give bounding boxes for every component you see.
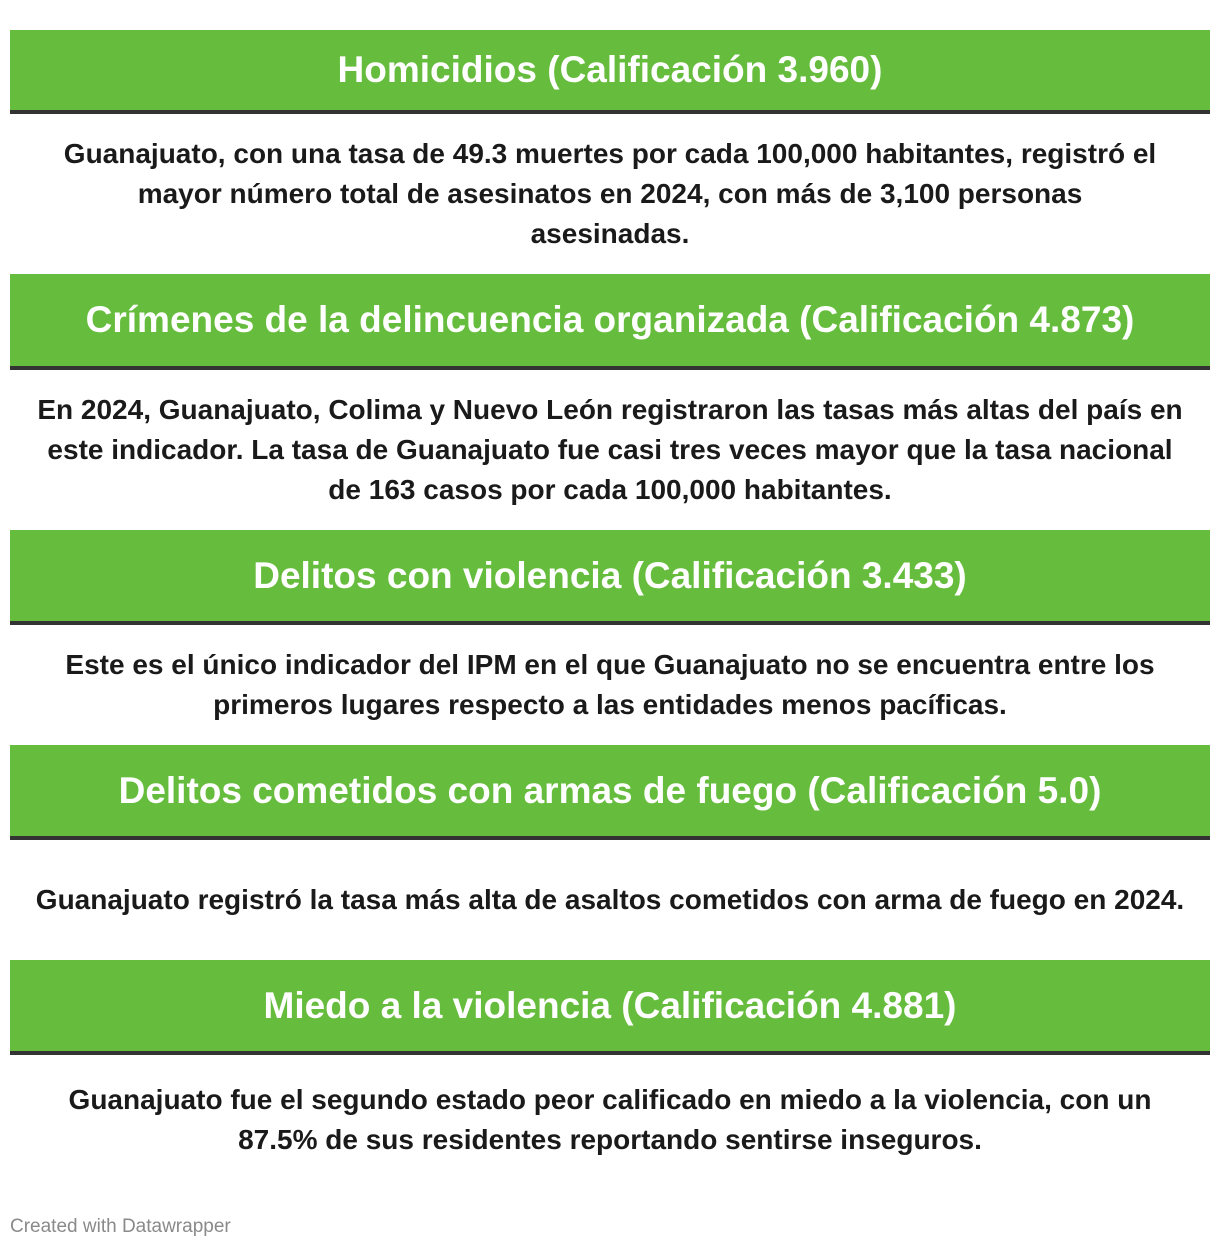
section-title: Delitos cometidos con armas de fuego (Calificación 5.0) — [118, 769, 1102, 811]
section-description: Guanajuato, con una tasa de 49.3 muertes por cada 100,000 habitantes, registró el mayor número total de asesinatos en 2024, con más de 3,100 personas asesinadas. — [63, 138, 1157, 249]
datawrapper-credit: Created with Datawrapper — [10, 1216, 231, 1237]
section-title: Delitos con violencia (Calificación 3.433) — [253, 554, 967, 596]
section-title: Crímenes de la delincuencia organizada (Calificación 4.873) — [85, 299, 1135, 340]
section-header-armas-fuego — [10, 745, 1210, 840]
section-title: Miedo a la violencia (Calificación 4.881) — [263, 984, 957, 1026]
section-description: Guanajuato fue el segundo estado peor calificado en miedo a la violencia, con un 87.5% de sus residentes reportando sentirse inseguros. — [68, 1084, 1152, 1155]
section-body-delitos-violencia — [10, 625, 1210, 745]
section-header-delitos-violencia — [10, 530, 1210, 625]
section-body-armas-fuego — [10, 840, 1210, 960]
indicator-table — [10, 30, 1210, 1185]
section-title: Homicidios (Calificación 3.960) — [337, 49, 883, 90]
section-description: Guanajuato registró la tasa más alta de asaltos cometidos con arma de fuego en 2024. — [35, 884, 1185, 915]
section-body-miedo-violencia — [10, 1055, 1210, 1185]
section-body-delincuencia-organizada — [10, 370, 1210, 530]
section-description: En 2024, Guanajuato, Colima y Nuevo León registraron las tasas más altas del país en este indicador. La tasa de Guanajuato fue casi tres veces mayor que la tasa nacional de 163 casos por cada 100,000 habitantes. — [37, 394, 1183, 505]
section-header-miedo-violencia — [10, 960, 1210, 1055]
section-header-delincuencia-organizada — [10, 274, 1210, 370]
section-description: Este es el único indicador del IPM en el que Guanajuato no se encuentra entre los primeros lugares respecto a las entidades menos pacíficas. — [65, 649, 1155, 720]
section-header-homicidios — [10, 30, 1210, 114]
section-body-homicidios — [10, 114, 1210, 274]
